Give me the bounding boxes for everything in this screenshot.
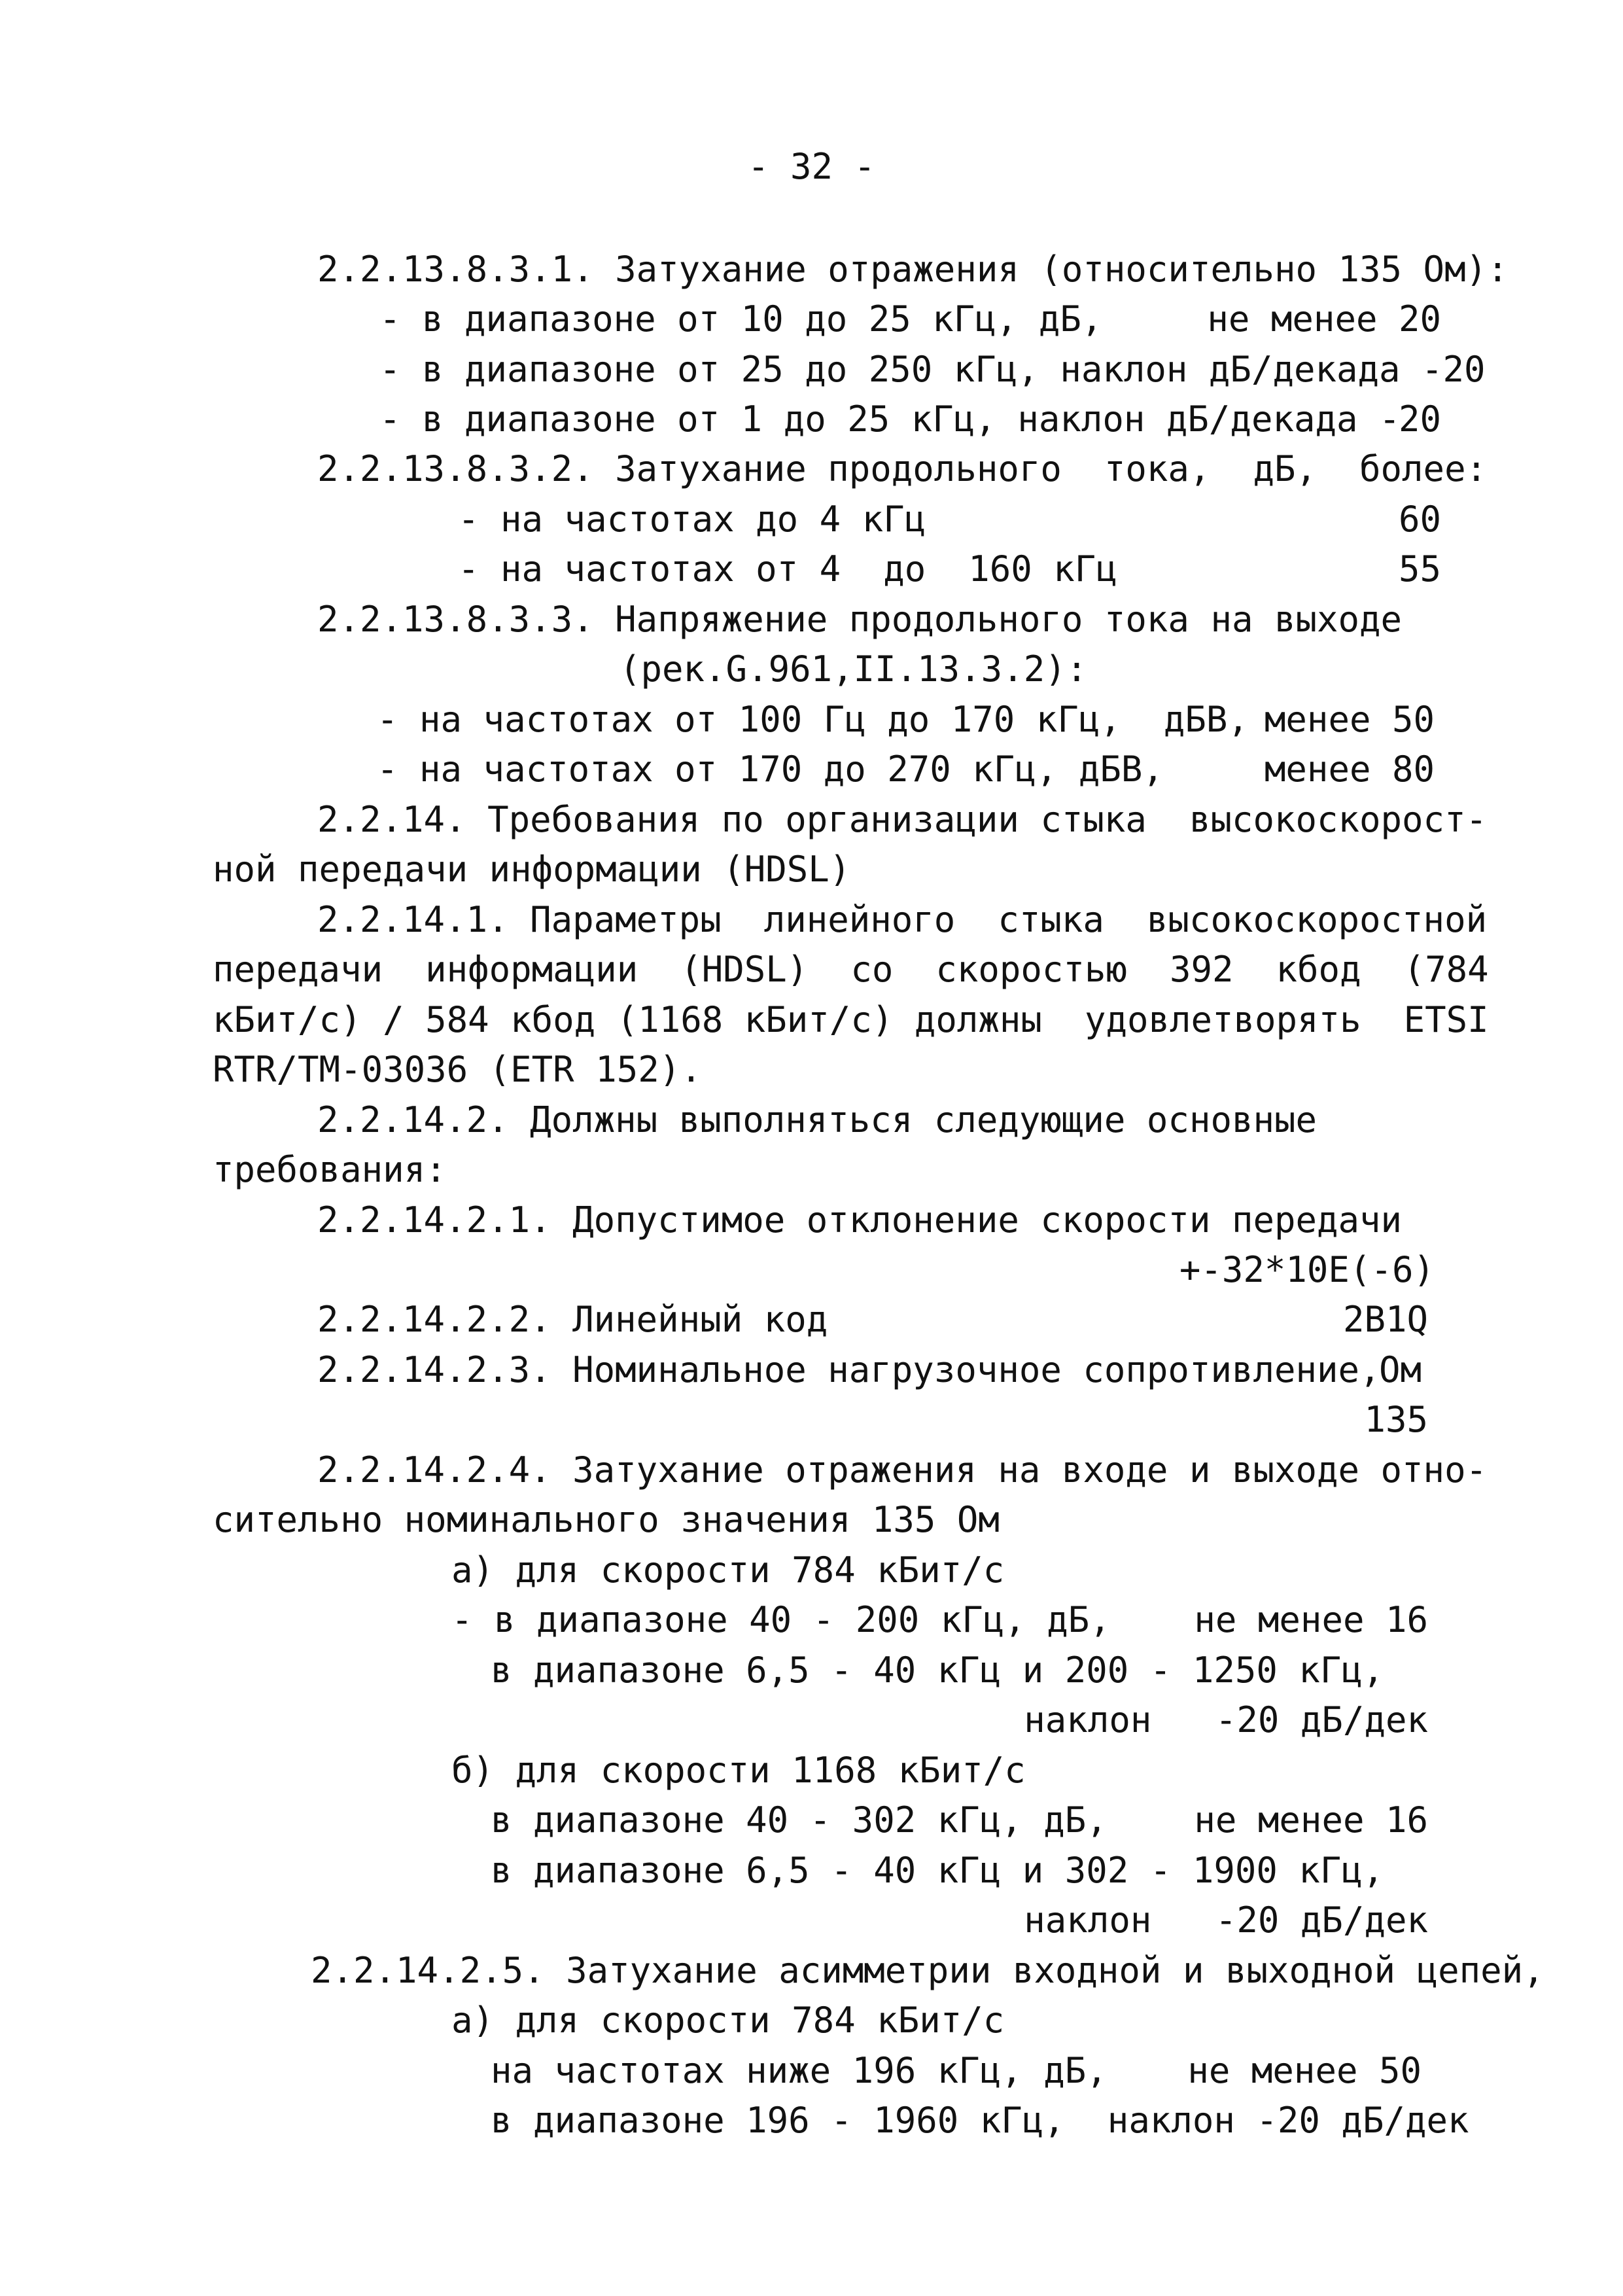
line-freq-170-270: - на частотах от 170 до 270 кГц, дБВ, bbox=[377, 749, 1164, 790]
line-2-2-14-2-4: 2.2.14.2.4. Затухание отражения на входе и выходе отно- bbox=[317, 1449, 1488, 1491]
line-2-2-14-2-2: 2.2.14.2.2. Линейный код bbox=[317, 1299, 828, 1340]
line-2-2-13-8-3-2: 2.2.13.8.3.2. Затухание продольного тока, дБ, более: bbox=[317, 448, 1488, 489]
line-2-2-14: 2.2.14. Требования по организации стыка высокоскорост- bbox=[317, 799, 1488, 840]
line-range-40-302: в диапазоне 40 - 302 кГц, дБ, bbox=[491, 1799, 1108, 1841]
line-a-784-asym: а) для скорости 784 кБит/с bbox=[451, 2000, 1005, 2041]
line-2-2-14-2-3: 2.2.14.2.3. Номинальное нагрузочное сопротивление, bbox=[317, 1349, 1381, 1390]
value-slope-b: наклон -20 дБ/дек bbox=[1024, 1899, 1428, 1941]
line-2-2-13-8-3-1: 2.2.13.8.3.1. Затухание отражения (относительно 135 Ом): bbox=[317, 249, 1509, 290]
line-b-1168: б) для скорости 1168 кБит/с bbox=[451, 1750, 1026, 1791]
value-not-less-50: не менее 50 bbox=[1187, 2050, 1422, 2091]
value-not-less-16-b: не менее 16 bbox=[1194, 1799, 1428, 1841]
line-freq-below-196: на частотах ниже 196 кГц, дБ, bbox=[491, 2050, 1108, 2091]
line-freq-to-4: - на частотах до 4 кГц bbox=[458, 499, 926, 540]
line-rtr: RTR/TM-03036 (ETR 152). bbox=[213, 1049, 702, 1090]
line-2-2-14-2: 2.2.14.2. Должны выполняться следующие основные bbox=[317, 1099, 1318, 1140]
value-unit-ohm: Ом bbox=[1378, 1349, 1422, 1390]
value-60: 60 bbox=[1398, 499, 1441, 540]
line-requirements: требования: bbox=[213, 1149, 447, 1190]
line-2-2-14-2-5: 2.2.14.2.5. Затухание асимметрии входной и выходной цепей, bbox=[311, 1950, 1544, 1991]
line-rec-g961: (рек.G.961,II.13.3.2): bbox=[620, 648, 1088, 690]
line-freq-4-160: - на частотах от 4 до 160 кГц bbox=[458, 548, 1117, 590]
line-range-1-25: - в диапазоне от 1 до 25 кГц, наклон дБ/декада - bbox=[379, 398, 1401, 440]
line-kbit: кБит/с) / 584 кбод (1168 кБит/с) должны удовлетворять ETSI bbox=[213, 999, 1489, 1040]
line-hdsl: ной передачи информации (HDSL) bbox=[213, 849, 851, 890]
line-2-2-14-2-1: 2.2.14.2.1. Допустимое отклонение скорости передачи bbox=[317, 1199, 1403, 1241]
line-2-2-14-1: 2.2.14.1. Параметры линейного стыка высокоскоростной bbox=[317, 899, 1488, 940]
value-not-less-16-a: не менее 16 bbox=[1194, 1599, 1428, 1640]
value-slope-a: наклон -20 дБ/дек bbox=[1024, 1699, 1428, 1740]
line-a-784: а) для скорости 784 кБит/с bbox=[451, 1549, 1005, 1591]
value-20: 20 bbox=[1398, 398, 1441, 440]
line-range-10-25: - в диапазоне от 10 до 25 кГц, дБ, bbox=[379, 298, 1103, 340]
value-less-80: менее 80 bbox=[1264, 749, 1435, 790]
value-less-50: менее 50 bbox=[1264, 699, 1435, 740]
value-55: 55 bbox=[1398, 548, 1441, 590]
value-deviation: +-32*10E(-6) bbox=[1179, 1249, 1435, 1290]
line-freq-100-170: - на частотах от 100 Гц до 170 кГц, дБВ, bbox=[377, 699, 1249, 740]
line-range-6-5-1250: в диапазоне 6,5 - 40 кГц и 200 - 1250 кГц, bbox=[491, 1650, 1384, 1691]
line-2-2-13-8-3-3: 2.2.13.8.3.3. Напряжение продольного тока на выходе bbox=[317, 599, 1403, 640]
line-hdsl-params: передачи информации (HDSL) со скоростью 392 кбод (784 bbox=[213, 949, 1489, 990]
line-range-25-250: - в диапазоне от 25 до 250 кГц, наклон дБ/декада -20 bbox=[379, 349, 1486, 390]
line-range-40-200: - в диапазоне 40 - 200 кГц, дБ, bbox=[451, 1599, 1111, 1640]
line-range-6-5-1900: в диапазоне 6,5 - 40 кГц и 302 - 1900 кГц, bbox=[491, 1850, 1384, 1891]
line-range-196-1960: в диапазоне 196 - 1960 кГц, наклон -20 дБ/дек bbox=[491, 2100, 1469, 2141]
page-number: - 32 - bbox=[747, 146, 876, 187]
line-nominal-135: сительно номинального значения 135 Ом bbox=[213, 1499, 1000, 1540]
value-135: 135 bbox=[1364, 1399, 1428, 1440]
value-not-less-20: не менее 20 bbox=[1207, 298, 1441, 340]
value-2b1q: 2B1Q bbox=[1342, 1299, 1428, 1340]
